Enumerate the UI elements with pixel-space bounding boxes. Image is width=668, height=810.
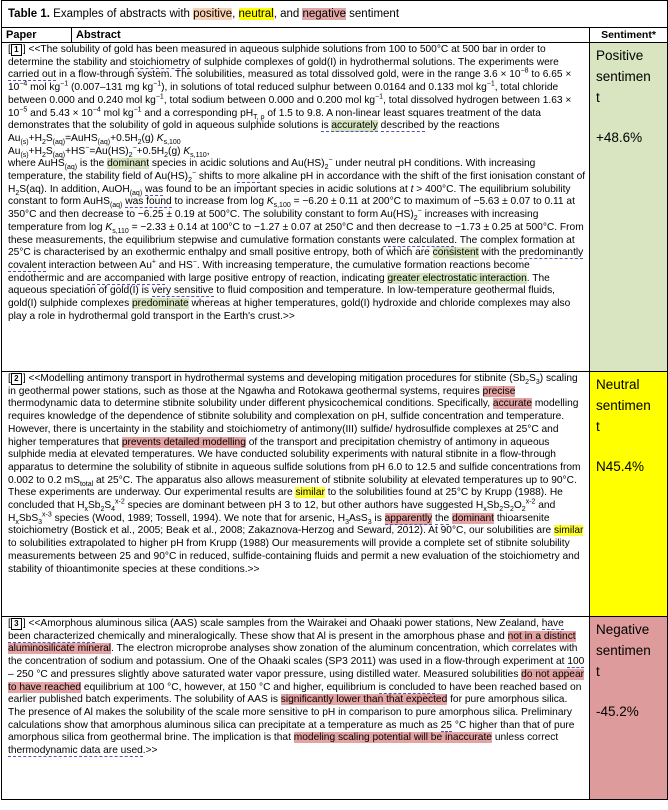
caption-prefix: Table 1. — [8, 8, 50, 20]
sentiment-label: Positive — [596, 48, 644, 63]
sentiment-label: sentimen — [596, 643, 651, 658]
paper-number: 3 — [11, 618, 22, 630]
abstract-text: [ 2 ] <<Modelling antimony transport in hydrothermal systems and developing mitigation procedures for stibnite $(Sb_2S_3)$ scaling in geothermal power stations, such as those at the Ngawha and Rotokawa geothermal systems, requires precise thermodynamic data to determine stibnite solubility under different physicochemical conditions. Specifically, accurate modelling requires knowledge of the dependence of stibnite solubility and complexation on pH, sulfide concentration and temperature. However, there is uncertainty in the stability and stoichiometry of antimony(III) sulfide/ hydrosulfide complexes at 25°C and higher temperatures that prevents detailed modelling of the transport and precipitation chemistry of antimony in aqueous sulphide media at elevated temperatures. We have conducted solubility experiments with natural stibnite in a flow-through apparatus to determine the solubility of stibnite in aqueous sulfide solutions from pH 6.0 to 12.5 and sulfide concentrations from 0.002 to 0.2 $mS_{total}$ at 25°C. The apparatus also allows measurement of stibnite solubility at elevated temperatures up to 90°C. These experiments are underway. Our experimental results are similar to the solubilities found at 25°C by Krupp (1988). He concluded that $H_xSb_2S_4^{x-2}$ species are dominant between pH 3 to 12, but other authors have suggested $H_xSb_2S_2O_2^{x-2}$ and $H_xSbS_3^{x-3}$ species (Wood, 1989; Tossell, 1994). We note that for arsenic, $H_3AsS_3$ is apparently the dominant thioarsenite stoichiometry (Bostick et al., 2005; Beak et al., 2008; Zakaznova-Herzog and Seward, 2012). At 90°C, our solubilities are similar to solubilities extrapolated to higher pH from Krupp (1988) Our measurements will provide a complete set of stibnite solubility measurements between 25 and 90°C in reduced, sulfide-containing fluids and permit a new evaluation of the stoichiometry and stability of thioantimonite species at these conditions.>> — [8, 373, 584, 575]
sentiment-label: Negative — [596, 622, 650, 637]
sentiment-label: sentimen — [596, 69, 651, 84]
caption-text-post: sentiment — [345, 8, 400, 20]
sentiment-value: N45.4% — [596, 459, 645, 474]
abstract-cell — [2, 617, 590, 800]
sentiment-cell-neutral — [590, 372, 668, 617]
header-sentiment: Sentiment* — [590, 28, 668, 43]
sentiment-value: +48.6% — [596, 130, 643, 145]
caption-sep: , — [232, 8, 239, 20]
sentiment-label: t — [596, 90, 600, 105]
header-paper: Paper — [2, 28, 72, 43]
caption-negative: negative — [302, 8, 346, 20]
abstract-cell — [2, 372, 590, 617]
sentiment-table — [1, 0, 668, 800]
caption-positive: positive — [193, 8, 233, 20]
sentiment-label: Neutral — [596, 377, 640, 392]
sentiment-label: t — [596, 419, 600, 434]
abstract-text: [ 1 ] <<The solubility of gold has been measured in aqueous sulphide solutions from 100 to 500°C at 500 bar in order to determine the stability and stoichiometry of sulphide complexes of gold(I) in hydrothermal solutions. The experiments were carried out in a flow-through system. The solubilities, measured as total dissolved gold, were in the range $3.6 \times 10^{-8}$ to $6.65 \times 10^{-4}$ mol $kg^{-1}$ (0.007–131 mg $kg^{-1}$), in solutions of total reduced sulphur between 0.0164 and 0.133 mol $kg^{-1}$, total chloride between 0.000 and 0.240 mol $kg^{-1}$, total sodium between 0.000 and 0.200 mol $kg^{-1}$, total dissolved hydrogen between $1.63 \times 10^{-5}$ and $5.43 \times 10^{-4}$ mol $kg^{-1}$ and a corresponding $pH_{T, \rho}$ of 1.5 to 9.8. A non-linear least squares treatment of the data demonstrates that the solubility of gold in aqueous sulphide solutions is accurately described by the reactions $Au_{(s)}+H_2S_{(aq)}=AuHS_{(aq)}+0.5H_2(g)$ $K_{s,100}$ $Au_{(s)}+H_2S_{(aq)}+HS^-=Au(HS)_2^-+0.5H_2(g)$ $K_{s,110}$, where AuHS$_{(aq)}$ is the dominant species in acidic solutions and $Au(HS)_2^-$ under neutral pH conditions. With increasing temperature, the stability field of $Au(HS)_2^-$ shifts to more alkaline pH in accordance with the shift of the first ionisation constant of $H_2S(aq)$. In addition, AuOH$_{(aq)}$ was found to be an important species in acidic solutions at t > 400°C. The equilibrium solubility constant to form AuHS$_{(aq)}$ was found to increase from $\log K_{s,100} = -6.20 \pm 0.11$ at 200°C to maximum of −5.63 ± 0.07 to 0.11 at 350°C and then decrease to −6.25 ± 0.19 at 500°C. The solubility constant to form $Au(HS)_2^-$ increases with increasing temperature from $\log K_{s,110} = -2.33 \pm 0.14$ at 100°C to −1.27 ± 0.07 at 250°C and then decrease to −1.73 ± 0.25 at 500°C. From these measurements, the equilibrium stepwise and cumulative formation constants were calculated. The complex formation at 25°C is characterised by an exothermic enthalpy and small positive entropy, both of which are consistent with the predominantly covalent interaction between Au+ and HS−. With increasing temperature, the cumulative formation reactions become endothermic and are accompanied with large positive entropy of reaction, indicating greater electrostatic interaction. The aqueous speciation of gold(I) is very sensitive to fluid composition and temperature. In low-temperature geothermal fluids, gold(I) sulphide complexes predominate whereas at higher temperatures, gold(I) hydroxide and chloride complexes may also play a role in hydrothermal gold transport in the Earth's crust.>> — [8, 44, 586, 322]
paper-number: 2 — [11, 373, 22, 385]
caption-neutral: neutral — [238, 8, 274, 20]
sentiment-cell-negative — [590, 617, 668, 800]
sentiment-value: -45.2% — [596, 704, 639, 719]
header-abstract: Abstract — [72, 28, 590, 43]
table-caption — [2, 1, 668, 28]
sentiment-cell-positive — [590, 43, 668, 372]
sentiment-label: sentimen — [596, 398, 651, 413]
abstract-text: [ 3 ] <<Amorphous aluminous silica (AAS) scale samples from the Wairakei and Ohaaki power stations, New Zealand, have been characterized chemically and mineralogically. These show that Al is present in the amorphous phase and not in a distinct aluminosilicate mineral. The electron microprobe analyses show zonation of the aluminum concentration, which correlates with the concentration of sodium and potassium. One of the Ohaaki scales (SP3 2011) was used in a flow-through experiment at 100 – 250 °C and pressures slightly above saturated water vapor pressure, using distilled water. Measured solubilities do not appear to have reached equilibrium at 100 °C, however, at 150 °C and higher, equilibrium is concluded to have been reached based on earlier published batch experiments. The solubility of AAS is significantly lower than that expected for pure amorphous silica. The presence of Al makes the solubility of the scale more sensitive to pH in comparison to pure amorphous silica. Preliminary calculations show that amorphous aluminous silica can precipitate at a temperature as much as 25 °C higher than that of pure amorphous silica from geothermal brine. The implication is that modeling scaling potential will be inaccurate unless correct thermodynamic data are used.>> — [8, 618, 585, 757]
table-container — [1, 0, 667, 800]
paper-number: 1 — [11, 44, 22, 56]
caption-text-pre: Examples of abstracts with — [49, 8, 194, 20]
sentiment-label: t — [596, 664, 600, 679]
abstract-cell — [2, 43, 590, 372]
caption-sep: , and — [273, 8, 303, 20]
